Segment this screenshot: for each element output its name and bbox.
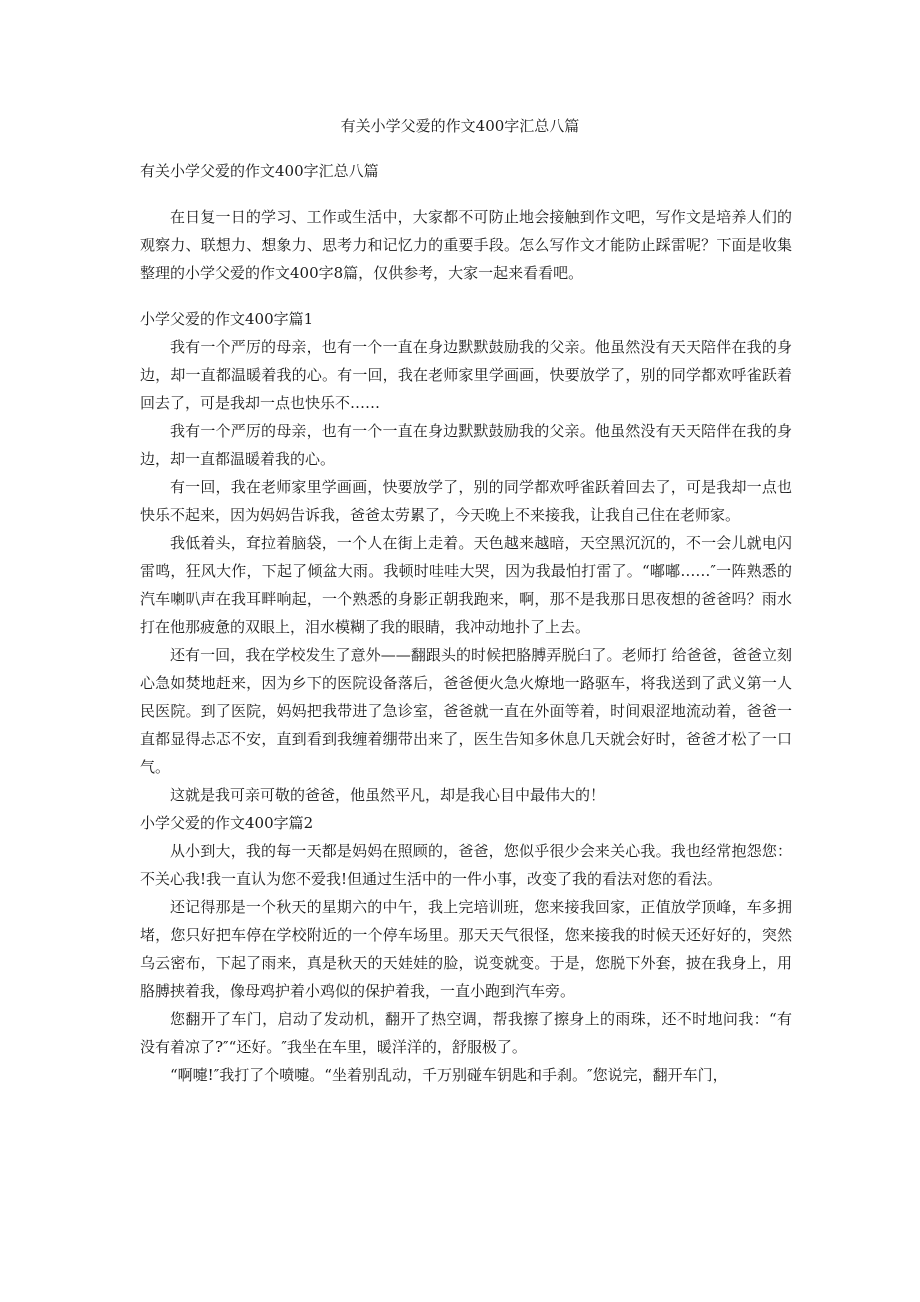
spacer [140,287,792,305]
document-body [140,157,792,1089]
section-heading: 小学父爱的作文400字篇1 [140,310,314,328]
document-title: 有关小学父爱的作文400字汇总八篇 [340,117,580,135]
body-paragraph: 我有一个严厉的母亲，也有一个一直在身边默默鼓励我的父亲。他虽然没有天天陪伴在我的身边，却一直都温暖着我的心。 [140,422,792,468]
body-paragraph: 从小到大，我的每一天都是妈妈在照顾的，爸爸，您似乎很少会来关心我。我也经常抱怨您：不关心我!我一直认为您不爱我!但通过生活中的一件小事，改变了我的看法对您的看法。 [140,842,792,888]
document-subtitle: 有关小学父爱的作文400字汇总八篇 [140,162,379,180]
intro-paragraph: 在日复一日的学习、工作或生活中，大家都不可防止地会接触到作文吧，写作文是培养人们的观察力、联想力、想象力、思考力和记忆力的重要手段。怎么写作文才能防止踩雷呢？下面是收集整理的小学父爱的作文400字8篇，仅供参考，大家一起来看看吧。 [140,208,792,282]
body-paragraph: 有一回，我在老师家里学画画，快要放学了，别的同学都欢呼雀跃着回去了，可是我却一点也快乐不起来，因为妈妈告诉我，爸爸太劳累了，今天晚上不来接我，让我自己住在老师家。 [140,478,792,524]
body-paragraph: 还有一回，我在学校发生了意外——翻跟头的时候把胳膊弄脱臼了。老师打 给爸爸，爸爸立刻心急如焚地赶来，因为乡下的医院设备落后，爸爸便火急火燎地一路驱车，将我送到了武义第一人民医院。到了医院，妈妈把我带进了急诊室，爸爸就一直在外面等着，时间艰涩地流动着，爸爸一直都显得忐忑不安，直到看到我缠着绷带出来了，医生告知多休息几天就会好时，爸爸才松了一口气。 [140,646,792,776]
body-paragraph: 还记得那是一个秋天的星期六的中午，我上完培训班，您来接我回家，正值放学顶峰，车多拥堵，您只好把车停在学校附近的一个停车场里。那天天气很怪，您来接我的时候天还好好的，突然乌云密布，下起了雨来，真是秋天的天娃娃的脸，说变就变。于是，您脱下外套，披在我身上，用胳膊挟着我，像母鸡护着小鸡似的保护着我，一直小跑到汽车旁。 [140,898,792,1000]
body-paragraph: 这就是我可亲可敬的爸爸，他虽然平凡，却是我心目中最伟大的！ [170,786,606,804]
body-paragraph: 您翻开了车门，启动了发动机，翻开了热空调，帮我擦了擦身上的雨珠，还不时地问我：“有没有着凉了?″“还好。″我坐在车里，暖洋洋的，舒服极了。 [140,1010,792,1056]
section-heading: 小学父爱的作文400字篇2 [140,814,314,832]
body-paragraph: 我低着头，耷拉着脑袋，一个人在街上走着。天色越来越暗，天空黑沉沉的，不一会儿就电闪雷鸣，狂风大作，下起了倾盆大雨。我顿时哇哇大哭，因为我最怕打雷了。“嘟嘟……″一阵熟悉的汽车喇叭声在我耳畔响起，一个熟悉的身影正朝我跑来，啊，那不是我那日思夜想的爸爸吗？雨水打在他那疲惫的双眼上，泪水模糊了我的眼睛，我冲动地扑了上去。 [140,534,792,636]
body-paragraph: “啊嚏!″我打了个喷嚏。“坐着别乱动，千万别碰车钥匙和手刹。″您说完，翻开车门， [170,1066,728,1084]
body-paragraph: 我有一个严厉的母亲，也有一个一直在身边默默鼓励我的父亲。他虽然没有天天陪伴在我的身边，却一直都温暖着我的心。有一回，我在老师家里学画画，快要放学了，别的同学都欢呼雀跃着回去了，可是我却一点也快乐不…… [140,338,792,412]
spacer [140,185,792,203]
